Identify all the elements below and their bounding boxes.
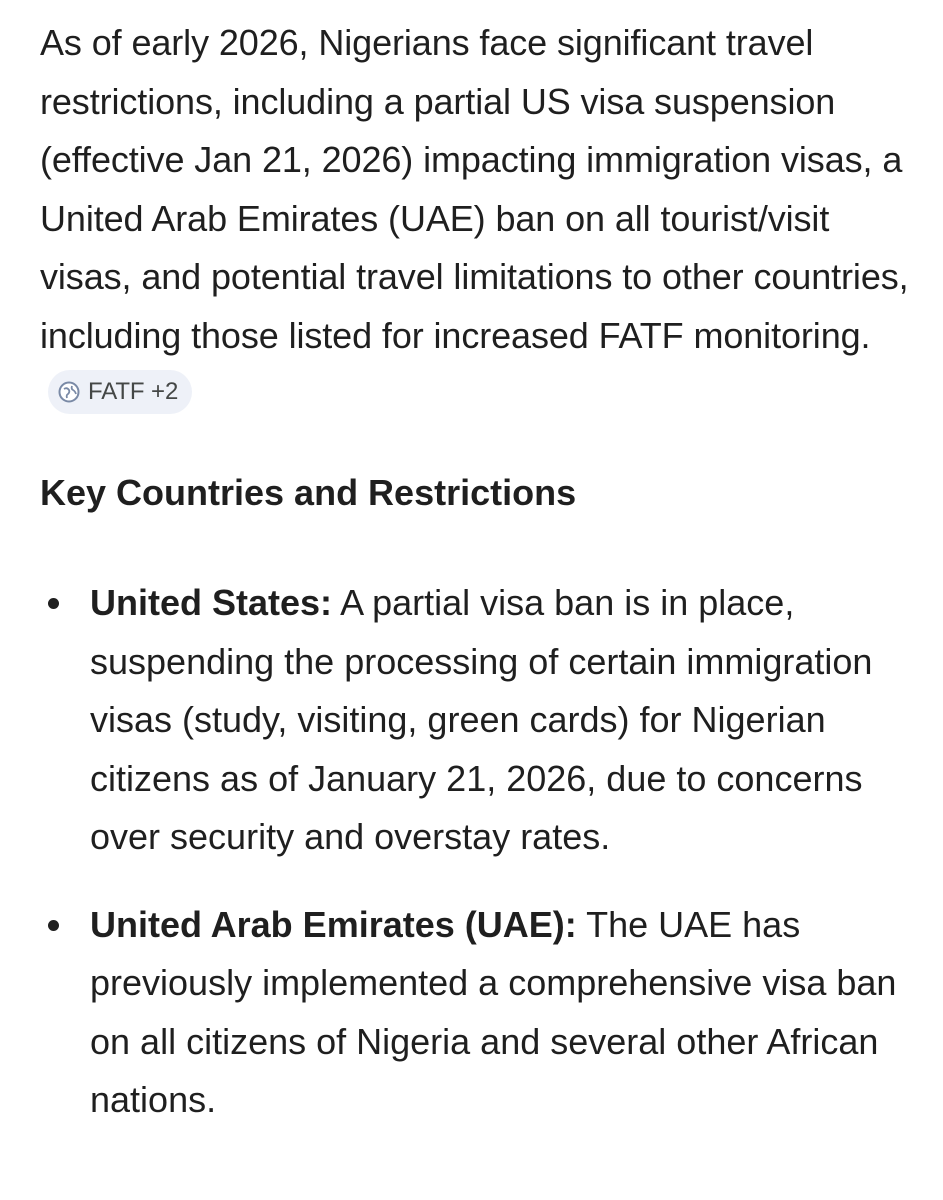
bullet-icon xyxy=(48,598,59,609)
intro-paragraph xyxy=(40,14,920,424)
intro-text: As of early 2026, Nigerians face significant travel restrictions, including a partial US visa suspension (effective Jan 21, 2026) impacting immigration visas, a United Arab Emirates (UAE) ban on all tourist/visit visas, and potential travel limitations to other countries, including those listed for increased FATF monitoring. xyxy=(40,22,909,356)
list-item xyxy=(40,896,920,1130)
restrictions-list xyxy=(40,574,920,1159)
globe-icon xyxy=(58,381,80,403)
response-content xyxy=(40,14,920,1120)
list-item xyxy=(40,574,920,867)
source-chip[interactable] xyxy=(48,370,192,414)
bullet-term: United Arab Emirates (UAE): xyxy=(90,903,577,945)
bullet-term: United States: xyxy=(90,582,333,623)
bullet-text: A partial visa ban is in place, suspending the processing of certain immigration visas (study, visiting, green cards) for Nigerian citizens as of January 21, 2026, due to concerns over security and overstay rates. xyxy=(90,582,873,857)
bullet-icon xyxy=(48,920,59,931)
section-heading: Key Countries and Restrictions xyxy=(40,472,577,513)
source-chip-label: FATF +2 xyxy=(88,378,179,406)
bullet-text: The UAE has previously implemented a comprehensive visa ban on all citizens of Nigeria and several other African nations. xyxy=(90,903,897,1120)
